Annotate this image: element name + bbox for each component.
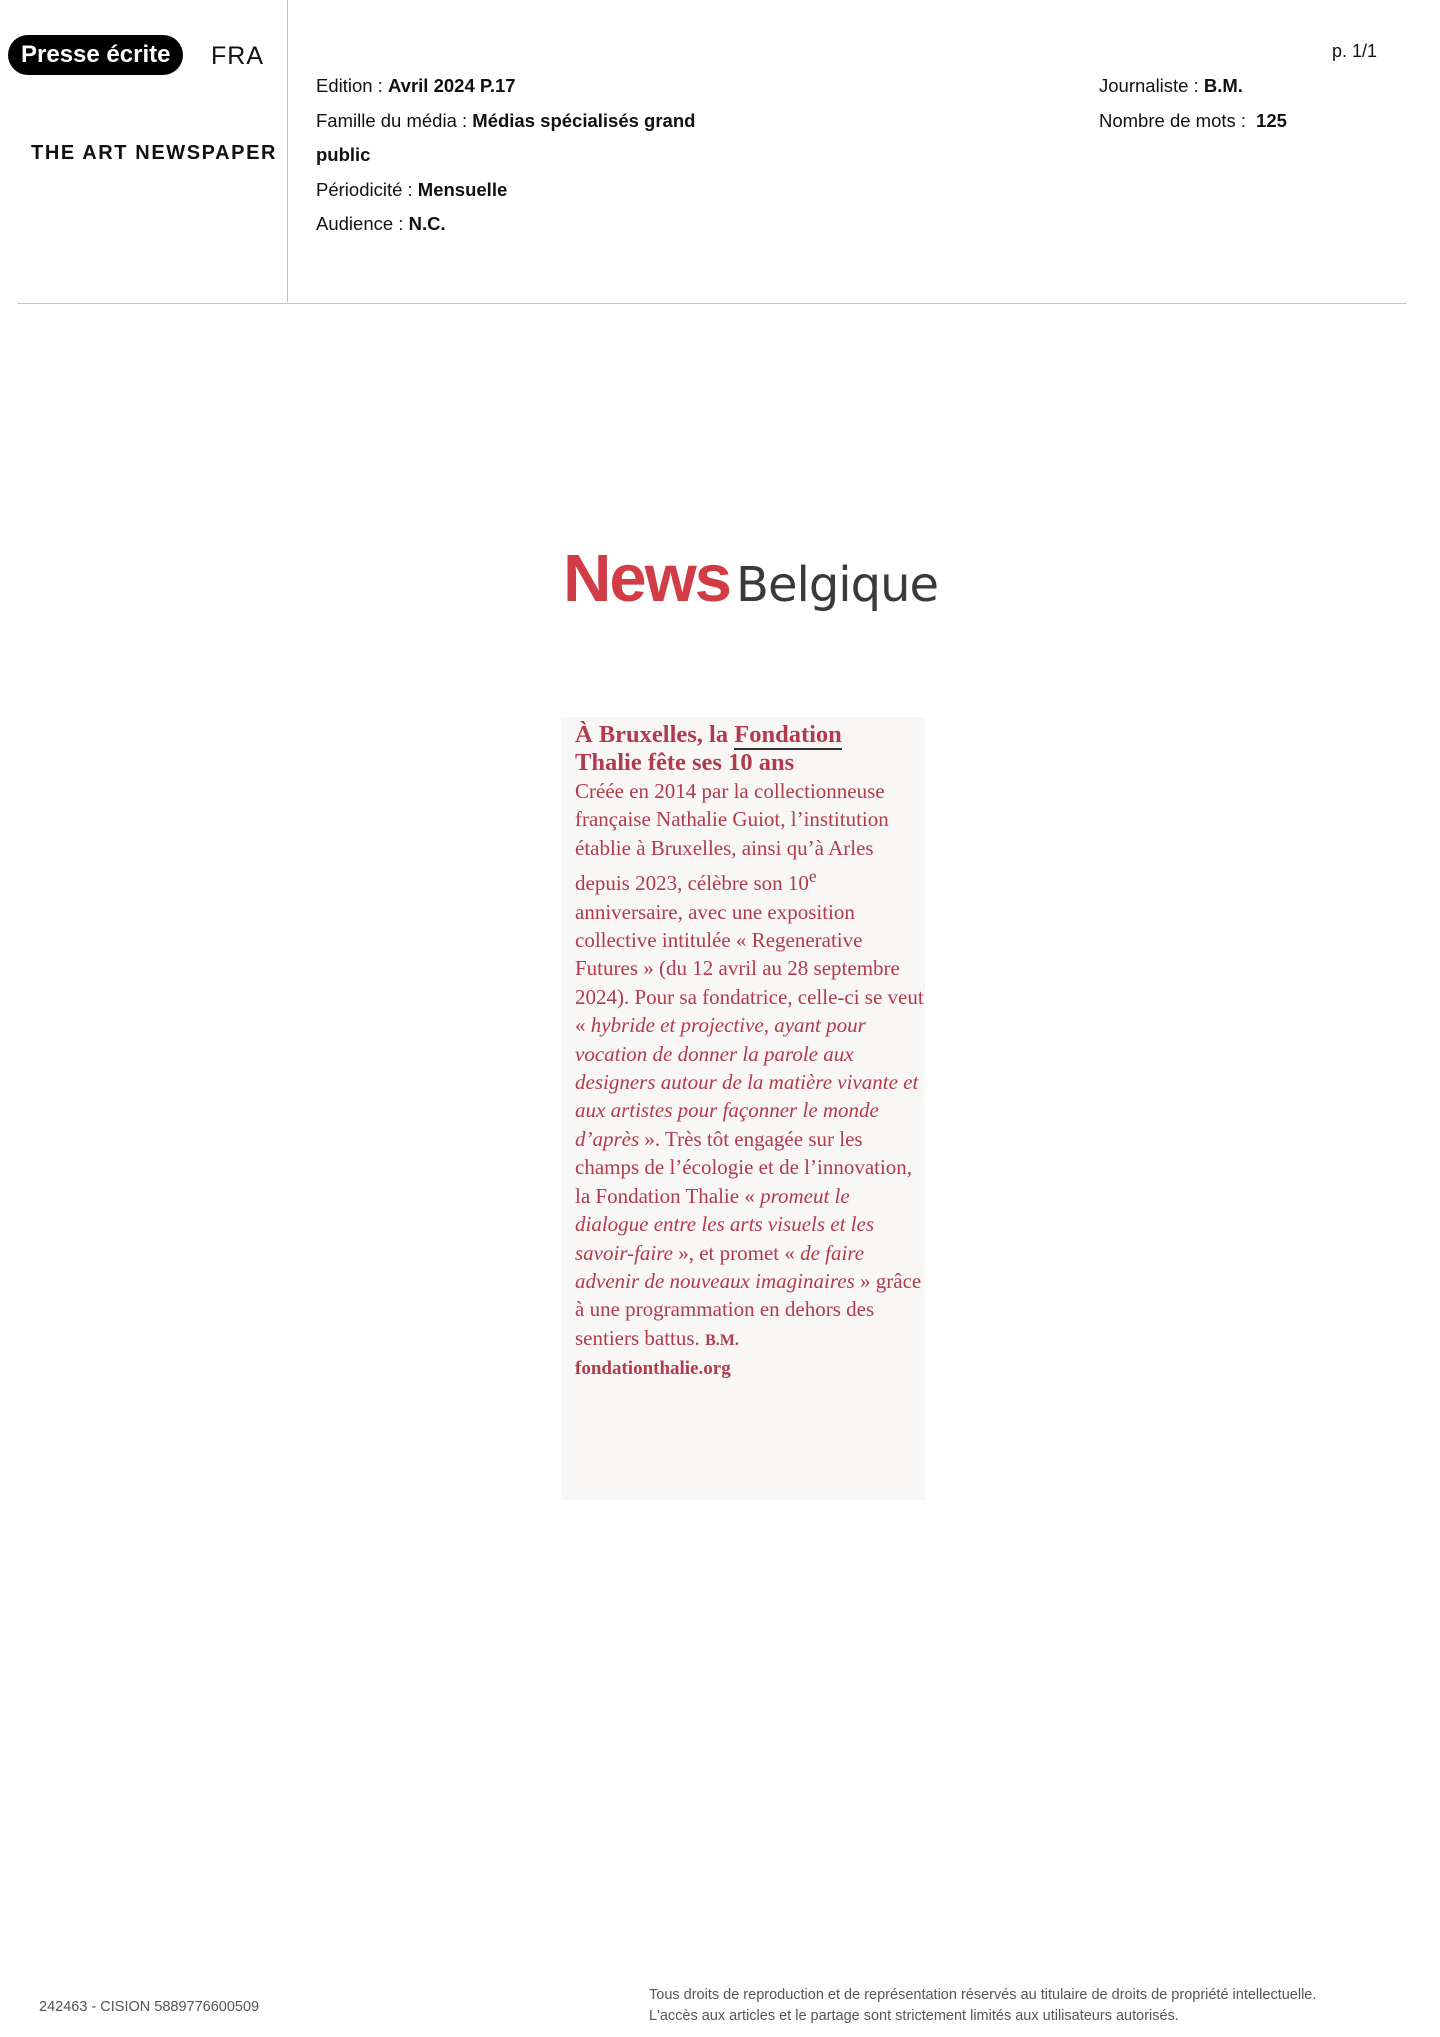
journalist-meta	[1099, 69, 1287, 138]
section-news-label: News	[563, 541, 731, 616]
article-clipping	[575, 721, 925, 1384]
word-count-value: 125	[1256, 109, 1287, 131]
journaliste-row: Journaliste : B.M.	[1099, 75, 1243, 96]
header-divider-vertical	[287, 0, 288, 302]
publication-meta	[316, 69, 696, 242]
media-type-badge: Presse écrite	[8, 35, 183, 75]
famille-row: Famille du média : Médias spécialisés grand public	[316, 109, 696, 165]
language-code: FRA	[211, 42, 264, 70]
page-number: p. 1/1	[1332, 41, 1378, 61]
journaliste-value: B.M.	[1203, 75, 1243, 96]
article-website-link[interactable]: fondationthalie.org	[575, 1358, 731, 1380]
footer-rights-notice: Tous droits de reproduction et de représentation réservés au titulaire de droits de propriété intellectuelle. L'accès aux articles et le partage sont strictement limités aux utilisateurs autorisés.	[649, 1987, 1317, 2024]
article-signature: B.M.	[705, 1331, 739, 1349]
section-heading	[563, 540, 938, 617]
article-body: Créée en 2014 par la collectionneuse française Nathalie Guiot, l’institution établie à Bruxelles, ainsi qu’à Arles depuis 2023, célèbre son 10e anniversaire, avec une exposition collective intitulée « Regenerative Futures » (du 12 avril au 28 septembre 2024). Pour sa fondatrice, celle-ci se veut « hybride et projective, ayant pour vocation de donner la parole aux designers autour de la matière vivante et aux artistes pour façonner le monde d’après ». Très tôt engagée sur les champs de l’écologie et de l’innovation, la Fondation Thalie « promeut le dialogue entre les arts visuels et les savoir-faire », et promet « de faire advenir de nouveaux imaginaires » grâce à une programmation en dehors des sentiers battus. B.M.	[575, 779, 924, 1350]
famille-value: Médias spécialisés grand public	[316, 109, 696, 165]
article-title: À Bruxelles, la Fondation Thalie fête ses 10 ans	[575, 721, 842, 776]
periodicite-row: Périodicité : Mensuelle	[316, 178, 508, 200]
section-region-label: Belgique	[736, 557, 939, 613]
footer-document-id: 242463 - CISION 5889776600509	[39, 1999, 260, 2015]
edition-row: Edition : Avril 2024 P.17	[316, 75, 516, 96]
header-divider-horizontal	[17, 303, 1407, 304]
audience-value: N.C.	[408, 213, 446, 234]
word-count-row: Nombre de mots : 125	[1099, 109, 1287, 131]
audience-row: Audience : N.C.	[316, 213, 446, 234]
periodicite-value: Mensuelle	[417, 178, 508, 200]
publication-name: THE ART NEWSPAPER	[31, 142, 278, 164]
edition-value: Avril 2024 P.17	[388, 75, 516, 96]
